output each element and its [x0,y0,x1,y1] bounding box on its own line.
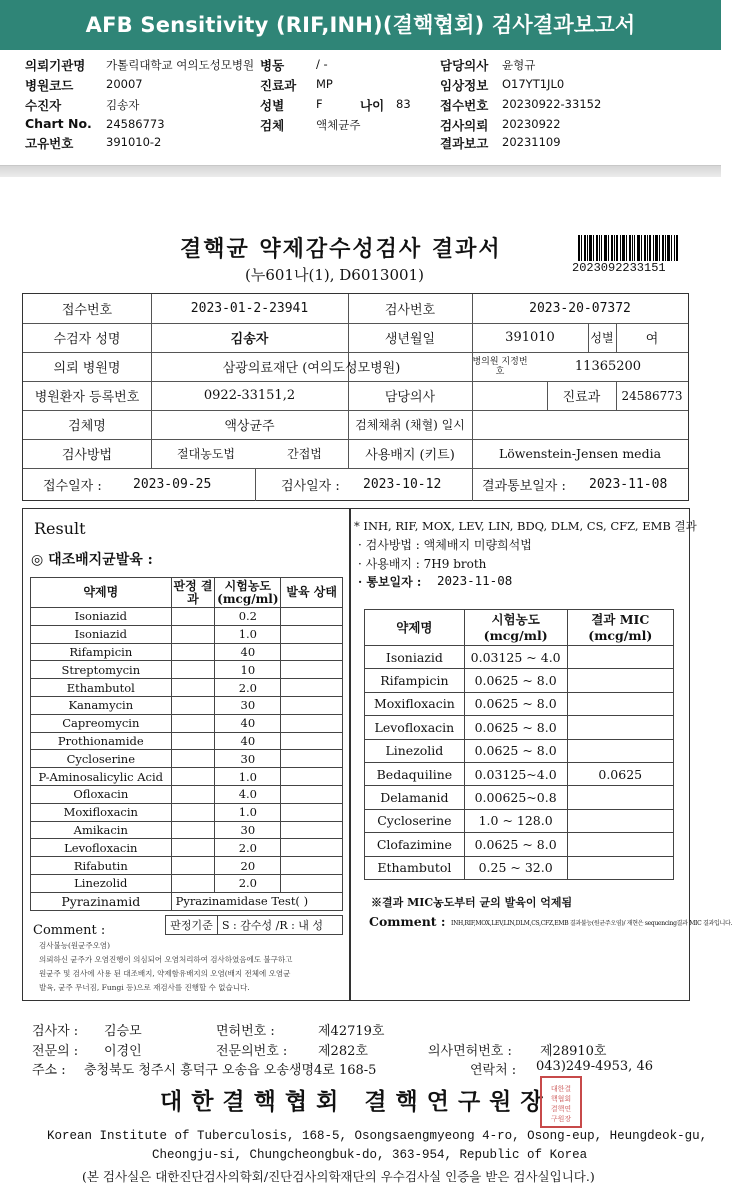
table-row [31,643,343,661]
field-label: 검체 [260,118,285,133]
drug-name: Levofloxacin [31,839,172,857]
note-line: 검사불능(원균주오염) [39,941,111,950]
table-row [365,786,674,809]
method-label: 검사방법 [61,448,113,463]
field-value: / - [316,57,328,71]
specimen: 액상균주 [224,419,275,434]
mic-drug: Moxifloxacin [365,692,465,715]
result-panel [22,508,350,1001]
patient-info-panel [0,50,721,165]
table-row [365,739,674,762]
field-value: O17YT1JL0 [502,77,565,91]
col-growth-header: 발육 상태 [281,578,343,608]
specimen-label: 검체명 [68,419,106,434]
table-row [365,669,674,692]
mic-col-conc: 시험농도 (mcg/ml) [464,610,567,646]
drug-conc: 2.0 [215,679,281,697]
address: 충청북도 청주시 흥덕구 오송읍 오송생명4로 168-5 [84,1063,377,1078]
header-divider [0,165,721,177]
table-row [31,892,343,910]
field-value: 24586773 [106,117,165,131]
mic-result [567,833,673,856]
report-header-title: AFB Sensitivity (RIF,INH)(결핵협회) 검사결과보고서 [0,0,721,50]
mic-result [567,856,673,879]
dept: 24586773 [621,388,683,403]
mic-conc: 0.03125 ~ 4.0 [464,646,567,669]
table-row [365,692,674,715]
hospital: 삼광의료재단 (여의도성모병원) [222,361,401,376]
phone-label: 연락처 : [470,1063,517,1078]
official-seal: 대한결 핵협회 결핵연 구원장 [540,1076,582,1128]
test-date-label: 검사일자 : [281,479,340,494]
field-label: 의뢰기관명 [25,58,86,73]
address-label: 주소 : [32,1063,66,1078]
mic-method: · 검사방법 : 액체배지 미량희석법 [358,538,532,552]
drug-conc: 2.0 [215,839,281,857]
table-row [31,821,343,839]
drug-name: Isoniazid [31,625,172,643]
report-subtitle: (누601나(1), D6013001) [245,266,424,284]
mic-conc: 0.0625 ~ 8.0 [464,833,567,856]
field-value: 액체균주 [316,118,361,132]
test-date: 2023-10-12 [363,477,442,492]
table-row [31,625,343,643]
drug-name: Streptomycin [31,661,172,679]
mic-result [567,646,673,669]
pza-test: Pyrazinamidase Test( ) [171,892,342,910]
mic-drug: Rifampicin [365,669,465,692]
report-title: 결핵균 약제감수성검사 결과서 [180,236,502,262]
table-row [365,856,674,879]
drug-name: Rifampicin [31,643,172,661]
field-label: 나이 [360,98,385,113]
table-row [365,716,674,739]
doctor-label: 담당의사 [384,390,436,405]
criteria-label: 판정기준 [166,916,218,934]
tester: 김승모 [104,1024,142,1039]
drug-name: Ofloxacin [31,785,172,803]
drug-conc: 2.0 [215,874,281,892]
table-row [365,809,674,832]
mic-conc: 0.25 ~ 32.0 [464,856,567,879]
field-value: 20230922 [502,117,561,131]
mic-panel [350,508,732,1001]
mic-result [567,739,673,762]
license: 제42719호 [318,1024,385,1039]
table-row [31,857,343,875]
mic-result [567,809,673,832]
mic-conc: 0.0625 ~ 8.0 [464,716,567,739]
result-title: Result [34,519,86,538]
collect-label: 검체채취 (채혈) 일시 [355,418,465,432]
mic-col-drug: 약제명 [365,610,465,646]
birth-label: 생년월일 [384,332,436,347]
field-label: 성별 [260,98,285,113]
drug-name: Cycloserine [31,750,172,768]
mic-drug: Cycloserine [365,809,465,832]
mic-medium: · 사용배지 : 7H9 broth [358,557,487,571]
name-label: 수검자 성명 [53,332,121,347]
drug-conc: 20 [215,857,281,875]
field-label: 수진자 [25,98,62,113]
drug-conc: 40 [215,714,281,732]
barcode [578,235,678,261]
license-label: 면허번호 : [216,1024,275,1039]
drug-name: Isoniazid [31,608,172,626]
spec-no-label: 전문의번호 : [216,1044,288,1059]
field-value: 20007 [106,77,143,91]
mic-drug: Clofazimine [365,833,465,856]
table-row [31,803,343,821]
test-no: 2023-20-07372 [529,301,631,316]
field-label: 접수번호 [440,98,489,113]
recv-date: 2023-09-25 [133,477,212,492]
mic-comment-label: Comment : [369,914,446,929]
note-line: 의뢰하신 균주가 오염진행이 의심되어 오염처리하여 검사하였음에도 불구하고 [39,955,293,964]
field-value: 가톨릭대학교 여의도성모병원 [106,58,255,72]
field-label: Chart No. [25,116,92,131]
table-row [31,608,343,626]
reg-no: 0922-33151,2 [203,388,296,403]
table-row [365,762,674,785]
birth: 391010 [505,330,555,345]
field-label: 담당의사 [440,58,489,73]
drug-conc: 30 [215,696,281,714]
table-row [31,679,343,697]
drug-conc: 4.0 [215,785,281,803]
report-date-label: 결과통보일자 : [482,479,566,494]
spec-no: 제282호 [318,1044,368,1059]
drug-name: Amikacin [31,821,172,839]
col-conc-header: 시험농도 (mcg/ml) [215,578,281,608]
drug-name: Capreomycin [31,714,172,732]
field-label: 임상정보 [440,78,489,93]
table-row [31,714,343,732]
table-row [31,732,343,750]
mic-drug: Ethambutol [365,856,465,879]
medium: Löwenstein-Jensen media [498,446,662,461]
mic-result: 0.0625 [567,762,673,785]
tester-label: 검사자 : [32,1024,79,1039]
mic-col-result: 결과 MIC (mcg/ml) [567,610,673,646]
medium-label: 사용배지 (키트) [365,448,455,463]
drug-name: Ethambutol [31,679,172,697]
field-value: 김송자 [106,98,140,112]
drug-conc: 40 [215,643,281,661]
mic-table [364,609,674,880]
field-value: F [316,97,323,111]
drug-name: Prothionamide [31,732,172,750]
pza-name: Pyrazinamid [31,892,172,910]
mic-result [567,786,673,809]
drug-conc: 30 [215,750,281,768]
mic-comment: INH,RIF,MOX,LEV,LIN,DLM,CS,CFZ,EMB 결과불능(원균주오염)/ 재현은 sequencing결과 MIC 결과입니다. [451,920,732,927]
institute-name: 대한결핵협회 결핵연구원장 [160,1088,552,1115]
col-judge-header: 판정 결과 [171,578,215,608]
address-en-line2: Cheongju-si, Chungcheongbuk-do, 363-954, Republic of Korea [152,1148,588,1162]
specialist: 이경인 [104,1044,142,1059]
designated-label: 병의원 지정번호 [472,356,528,377]
table-row [31,785,343,803]
mic-conc: 0.03125~4.0 [464,762,567,785]
mic-conc: 0.0625 ~ 8.0 [464,669,567,692]
report-date: 2023-11-08 [589,477,668,492]
mic-conc: 1.0 ~ 128.0 [464,809,567,832]
mic-drug: Linezolid [365,739,465,762]
reception-no-label: 접수번호 [61,303,113,318]
test-no-label: 검사번호 [384,303,436,318]
drug-conc: 1.0 [215,625,281,643]
sensitivity-table [30,577,343,911]
field-value: MP [316,77,333,91]
criteria-text: S : 감수성 /R : 내 성 [222,919,324,932]
table-row [31,661,343,679]
mic-result [567,716,673,739]
criteria-box [165,915,343,935]
drug-conc: 0.2 [215,608,281,626]
mic-drug: Bedaquiline [365,762,465,785]
collect [472,410,688,439]
recv-date-label: 접수일자 : [43,479,102,494]
drug-name: Moxifloxacin [31,803,172,821]
mic-report-date: 2023-11-08 [437,573,513,588]
drug-name: Kanamycin [31,696,172,714]
mic-conc: 0.0625 ~ 8.0 [464,739,567,762]
note-line: 원균주 및 검사에 사용 된 대조배지, 약제함유배지의 오염(배지 전체에 오염균 [39,969,291,978]
table-row [31,874,343,892]
col-drug-header: 약제명 [31,578,172,608]
field-label: 병원코드 [25,78,74,93]
field-label: 검사의뢰 [440,118,489,133]
mic-conc: 0.0625 ~ 8.0 [464,692,567,715]
table-row [365,646,674,669]
designated-no: 11365200 [574,359,642,374]
method-absolute: 절대농도법 [177,447,235,461]
drug-conc: 40 [215,732,281,750]
table-row [365,833,674,856]
mic-result [567,669,673,692]
field-value: 20231109 [502,135,561,149]
field-label: 병동 [260,58,285,73]
barcode-number: 2023092233151 [572,261,666,275]
doctor [472,381,547,410]
table-row [31,750,343,768]
hospital-label: 의뢰 병원명 [53,361,121,376]
info-table [22,293,689,501]
drug-conc: 1.0 [215,768,281,786]
drug-conc: 1.0 [215,803,281,821]
sex-label: 성별 [590,331,614,345]
drug-name: Rifabutin [31,857,172,875]
mic-header-line: * INH, RIF, MOX, LEV, LIN, BDQ, DLM, CS, CFZ, EMB 결과 [354,519,697,533]
address-en-line1: Korean Institute of Tuberculosis, 168-5, Osongsaengmyeong 4-ro, Osong-eup, Heungdeok-gu, [47,1129,708,1143]
field-value: 391010-2 [106,135,162,149]
mic-drug: Isoniazid [365,646,465,669]
drug-conc: 30 [215,821,281,839]
mic-drug: Levofloxacin [365,716,465,739]
note-line: 발육, 균주 무너짐, Fungi 등)으로 재검사를 진행할 수 없습니다. [39,983,250,992]
drug-name: P-Aminosalicylic Acid [31,768,172,786]
mic-note: ※결과 MIC농도부터 균의 발육이 억제됨 [371,896,573,909]
table-row [31,839,343,857]
drug-name: Linezolid [31,874,172,892]
method-indirect: 간접법 [287,447,322,461]
mic-result [567,692,673,715]
table-row [31,696,343,714]
reception-no: 2023-01-2-23941 [190,301,309,316]
specialist-label: 전문의 : [32,1044,79,1059]
doctor-license-label: 의사면허번호 : [428,1044,512,1059]
field-label: 결과보고 [440,136,489,151]
field-value: 83 [396,97,411,111]
comment-label: Comment : [33,923,106,938]
sex: 여 [645,332,659,347]
field-value: 윤형규 [502,58,536,72]
field-label: 고유번호 [25,136,74,151]
mic-drug: Delamanid [365,786,465,809]
table-row [31,768,343,786]
phone: 043)249-4953, 46 [536,1059,653,1074]
reg-label: 병원환자 등록번호 [34,390,140,405]
dept-label: 진료과 [562,390,601,405]
doctor-license: 제28910호 [540,1044,607,1059]
certification-note: (본 검사실은 대한진단검사의학회/진단검사의학재단의 우수검사실 인증을 받은 검사실입니다.) [82,1169,595,1184]
patient-name: 김송자 [230,332,269,347]
control-growth-label: ◎ 대조배지균발육 : [31,552,153,568]
mic-conc: 0.00625~0.8 [464,786,567,809]
field-value: 20230922-33152 [502,97,602,111]
field-label: 진료과 [260,78,297,93]
drug-conc: 10 [215,661,281,679]
mic-report-label: · 통보일자 : [358,575,422,589]
